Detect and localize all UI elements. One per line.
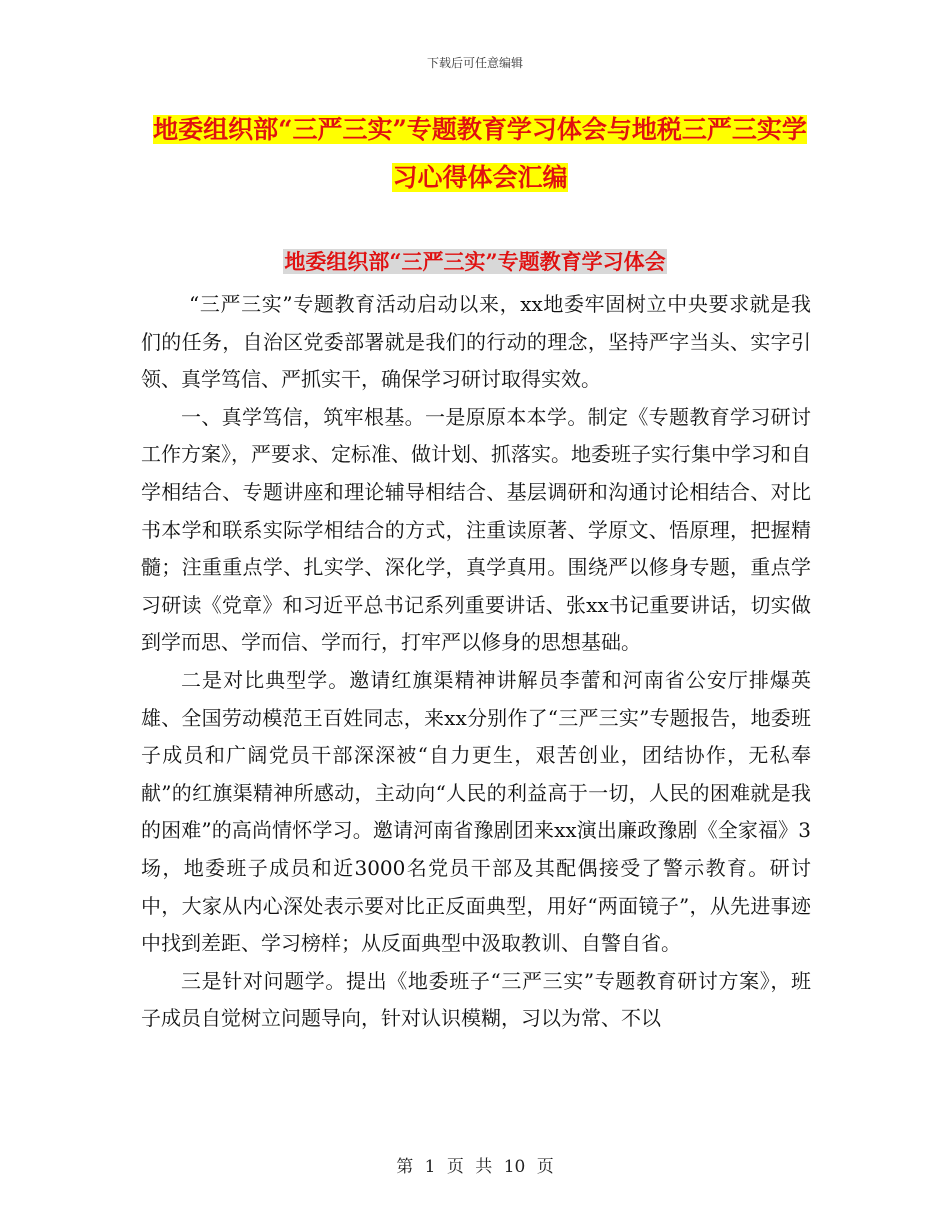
paragraph-study-models: 二是对比典型学。邀请红旗渠精神讲解员李蕾和河南省公安厅排爆英雄、全国劳动模范王百姓同志，来xx分别作了“三严三实”专题报告，地委班子成员和广阔党员干部深深被“自力更生，艰苦创业，团结协作，无私奉献”的红旗渠精神所感动，主动向“人民的利益高于一切，人民的困难就是我的困难”的高尚情怀学习。邀请河南省豫剧团来xx演出廉政豫剧《全家福》3场，地委班子成员和近3000名党员干部及其配偶接受了警示教育。研讨中，大家从内心深处表示要对比正反面典型，用好“两面镜子”，从先进事迹中找到差距、学习榜样；从反面典型中汲取教训、自警自省。 (141, 667, 811, 956)
paragraph-intro: “三严三实”专题教育活动启动以来，xx地委牢固树立中央要求就是我们的任务，自治区党委部署就是我们的行动的理念，坚持严字当头、实字引领、真学笃信、严抓实干，确保学习研讨取得实效。 (141, 292, 811, 392)
total-page-count: 10 (503, 1157, 526, 1177)
page-footer (0, 1152, 950, 1177)
current-page-number: 1 (424, 1157, 436, 1177)
document-title (150, 106, 810, 202)
document-title-text: 地委组织部“三严三实”专题教育学习体会与地税三严三实学习心得体会汇编 (153, 115, 807, 192)
paragraph-study-original: 一、真学笃信，筑牢根基。一是原原本本学。制定《专题教育学习研讨工作方案》，严要求、定标准、做计划、抓落实。地委班子实行集中学习和自学相结合、专题讲座和理论辅导相结合、基层调研和沟通讨论相结合、对比书本学和联系实际学相结合的方式，注重读原著、学原文、悟原理，把握精髓；注重重点学、扎实学、深化学，真学真用。围绕严以修身专题，重点学习研读《党章》和习近平总书记系列重要讲话、张xx书记重要讲话，切实做到学而思、学而信、学而行，打牢严以修身的思想基础。 (141, 404, 811, 655)
section-title (0, 246, 950, 278)
footer-middle: 页 共 (446, 1157, 493, 1177)
header-note: 下载后可任意编辑 (426, 56, 523, 70)
paragraph-study-problems: 三是针对问题学。提出《地委班子“三严三实”专题教育研讨方案》，班子成员自觉树立问题导向，针对认识模糊，习以为常、不以 (141, 968, 811, 1031)
footer-suffix: 页 (536, 1157, 554, 1177)
section-title-text: 地委组织部“三严三实”专题教育学习体会 (284, 249, 666, 274)
body-text (141, 286, 811, 1038)
footer-prefix: 第 (396, 1157, 414, 1177)
